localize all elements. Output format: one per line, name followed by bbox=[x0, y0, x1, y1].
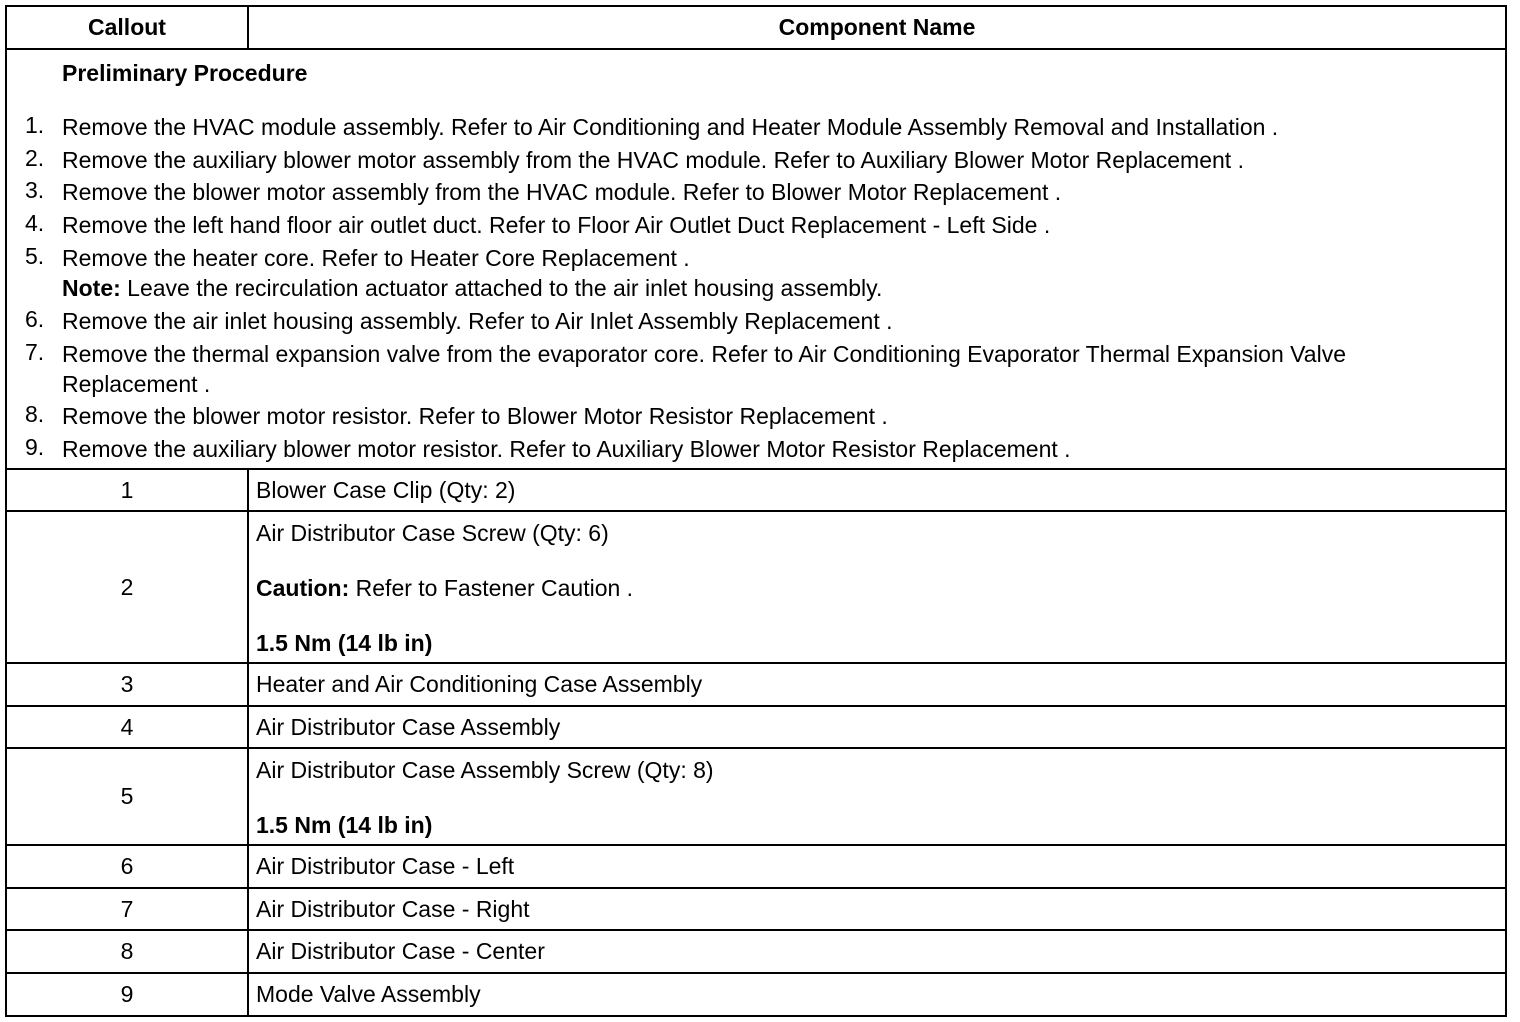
note-text: Leave the recirculation actuator attached to the air inlet housing assembly. bbox=[120, 275, 883, 301]
component-name: Air Distributor Case Screw (Qty: 6) bbox=[256, 520, 609, 546]
table-row bbox=[7, 846, 1505, 889]
callout-cell: 6 bbox=[7, 846, 249, 887]
component-name-cell: Heater and Air Conditioning Case Assembly bbox=[256, 671, 703, 697]
component-name: Air Distributor Case Assembly Screw (Qty: 8) bbox=[256, 757, 714, 783]
callout-cell: 1 bbox=[7, 470, 249, 510]
step-number: 5. bbox=[25, 243, 45, 269]
torque-spec: 1.5 Nm (14 lb in) bbox=[256, 812, 433, 838]
step-text: Remove the left hand floor air outlet duct. Refer to Floor Air Outlet Duct Replacement - Left Side . bbox=[62, 212, 1051, 238]
table-row bbox=[7, 512, 1505, 664]
component-name-cell: Air Distributor Case - Center bbox=[256, 938, 545, 964]
step-text: Remove the air inlet housing assembly. Refer to Air Inlet Assembly Replacement . bbox=[62, 308, 893, 334]
step-number: 7. bbox=[25, 339, 45, 365]
table-header-row bbox=[7, 7, 1505, 50]
preliminary-procedure bbox=[7, 50, 1505, 470]
step-text: Remove the heater core. Refer to Heater Core Replacement . bbox=[62, 245, 690, 271]
step-number: 3. bbox=[25, 177, 45, 203]
step-number: 4. bbox=[25, 210, 45, 236]
torque-spec: 1.5 Nm (14 lb in) bbox=[256, 630, 433, 656]
component-name-cell: Air Distributor Case - Left bbox=[256, 853, 515, 879]
step-text: Remove the blower motor resistor. Refer to Blower Motor Resistor Replacement . bbox=[62, 403, 888, 429]
table-row bbox=[7, 974, 1505, 1015]
step-text: Remove the blower motor assembly from the HVAC module. Refer to Blower Motor Replacement . bbox=[62, 179, 1062, 205]
step-number: 1. bbox=[25, 112, 45, 138]
caution-label: Caution: bbox=[256, 575, 350, 601]
preliminary-procedure-title: Preliminary Procedure bbox=[62, 60, 308, 86]
component-name-cell: Air Distributor Case - Right bbox=[256, 895, 530, 922]
table-row bbox=[7, 889, 1505, 931]
component-name-cell bbox=[249, 512, 1505, 662]
component-name-cell: Air Distributor Case Assembly bbox=[256, 713, 561, 740]
callout-cell: 8 bbox=[7, 931, 249, 972]
step-text: Remove the auxiliary blower motor resistor. Refer to Auxiliary Blower Motor Resistor Replacement . bbox=[62, 436, 1071, 462]
step-text: Remove the auxiliary blower motor assembly from the HVAC module. Refer to Auxiliary Blower Motor Replacement . bbox=[62, 147, 1244, 173]
component-name-column-header: Component Name bbox=[778, 14, 976, 40]
component-name-cell: Mode Valve Assembly bbox=[256, 981, 481, 1007]
step-text: Remove the HVAC module assembly. Refer to Air Conditioning and Heater Module Assembly Removal and Installation . bbox=[62, 114, 1279, 140]
step-number: 6. bbox=[25, 306, 45, 332]
callout-cell: 7 bbox=[7, 889, 249, 929]
callout-cell: 2 bbox=[7, 512, 249, 662]
step-text: Remove the thermal expansion valve from the evaporator core. Refer to Air Conditioning Evaporator Thermal Expansion Valve Replacement . bbox=[62, 341, 1346, 397]
table-row bbox=[7, 931, 1505, 974]
step-number: 2. bbox=[25, 145, 45, 171]
components-table bbox=[5, 5, 1507, 1017]
component-name-cell: Blower Case Clip (Qty: 2) bbox=[256, 476, 516, 503]
step-number: 8. bbox=[25, 401, 45, 427]
callout-cell: 3 bbox=[7, 664, 249, 705]
table-row bbox=[7, 470, 1505, 512]
table-row bbox=[7, 749, 1505, 846]
caution-text: Refer to Fastener Caution . bbox=[349, 575, 634, 601]
component-name-cell bbox=[249, 749, 1505, 844]
step-number: 9. bbox=[25, 434, 45, 460]
callout-column-header: Callout bbox=[7, 7, 249, 48]
table-row bbox=[7, 707, 1505, 749]
table-row bbox=[7, 664, 1505, 707]
callout-cell: 5 bbox=[7, 749, 249, 844]
note-label: Note: bbox=[62, 275, 121, 301]
caution-line bbox=[256, 575, 633, 602]
callout-cell: 9 bbox=[7, 974, 249, 1015]
callout-cell: 4 bbox=[7, 707, 249, 747]
